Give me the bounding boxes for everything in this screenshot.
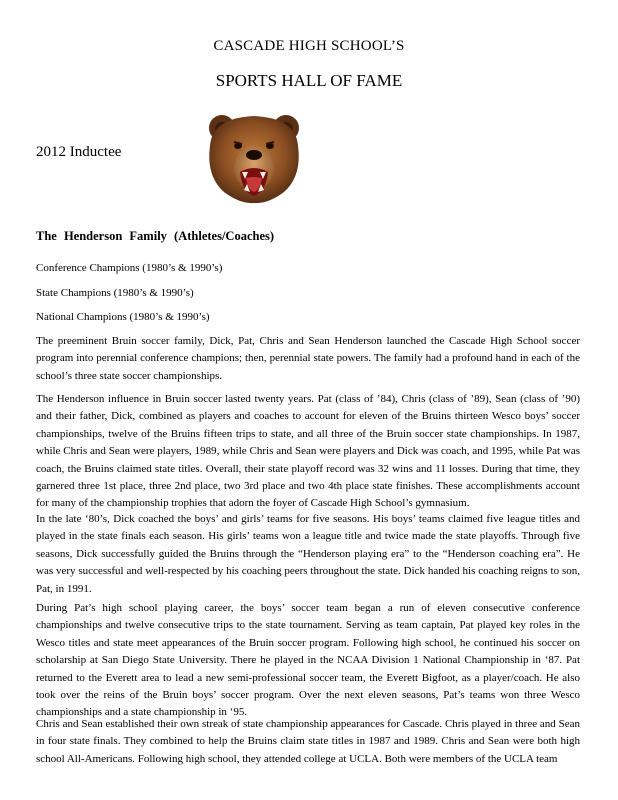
paragraph-influence: The Henderson influence in Bruin soccer lasted twenty years. Pat (class of ’84), Chris (class of ’89), Sean (class of ’90) and their father, Dick, combined as players and coaches to account for eleven of the Bruins thirteen Wesco boys’ soccer championships, twelve of the Bruins fifteen trips to state, and all three of the Bruin soccer state championships. In 1987, while Chris and Sean were players, 1989, while Chris and Sean were players and Dick was coach, and 1995, while Pat was coach, the Bruins claimed state titles. Overall, their state playoff record was 32 wins and 11 losses. During that time, they garnered three 1st place, three 2nd place, two 3rd place and two 4th place state finishes. These accomplishments account for many of the championship trophies that adorn the foyer of Cascade High School’s gymnasium. [36,393,580,510]
bear-head-icon [202,106,306,204]
family-title: The Henderson Family (Athletes/Coaches) [36,229,275,243]
category-conference: Conference Champions (1980’s & 1990’s) [36,262,223,274]
category-state: State Champions (1980’s & 1990’s) [36,287,194,299]
school-title: CASCADE HIGH SCHOOL’S [213,38,405,54]
paragraph-chris-sean: Chris and Sean established their own streak of state championship appearances for Cascade. Chris played in three and Sean in four state finals. They combined to help the Bruins claim state titles in 1987 and 1989. Chris and Sean were both high school All-Americans. Following high school, they attended college at UCLA. Both were members of the UCLA team [36,718,580,765]
paragraph-dick: In the late ‘80’s, Dick coached the boys’ and girls’ teams for five seasons. His boys’ teams claimed five league titles and played in the state finals each season. His girls’ teams won a league title and twice made the state playoffs. Through five seasons, Dick successfully guided the Bruins through the “Henderson playing era” to the “Henderson coaching era”. He was very successful and well-respected by his coaching peers throughout the state. Dick handed his coaching reigns to son, Pat, in 1991. [36,513,580,595]
hall-of-fame-title: SPORTS HALL OF FAME [215,71,403,90]
paragraph-intro: The preeminent Bruin soccer family, Dick, Pat, Chris and Sean Henderson launched the Cascade High School soccer program into perennial conference champions; then, perennial state powers. The family had a profound hand in each of the school’s three state soccer championships. [36,335,580,382]
paragraph-pat: During Pat’s high school playing career, the boys’ soccer team began a run of eleven consecutive conference championships and twelve consecutive trips to the state tournament. Serving as team captain, Pat played key roles in the Wesco titles and state meet appearances of the Bruin soccer program. Following high school, he continued his soccer on scholarship at San Diego State University. There he played in the NCAA Division 1 National Championship in ‘87. Pat returned to the Everett area to lead a new semi-professional soccer team, the Everett Bigfoot, as a player/coach. He also took over the reins of the Bruin boys’ soccer program. Over the next eleven seasons, Pat’s teams won three Wesco championships and a state championship in ‘95. [36,602,580,719]
inductee-year: 2012 Inductee [36,144,122,160]
category-national: National Champions (1980’s & 1990’s) [36,311,210,323]
